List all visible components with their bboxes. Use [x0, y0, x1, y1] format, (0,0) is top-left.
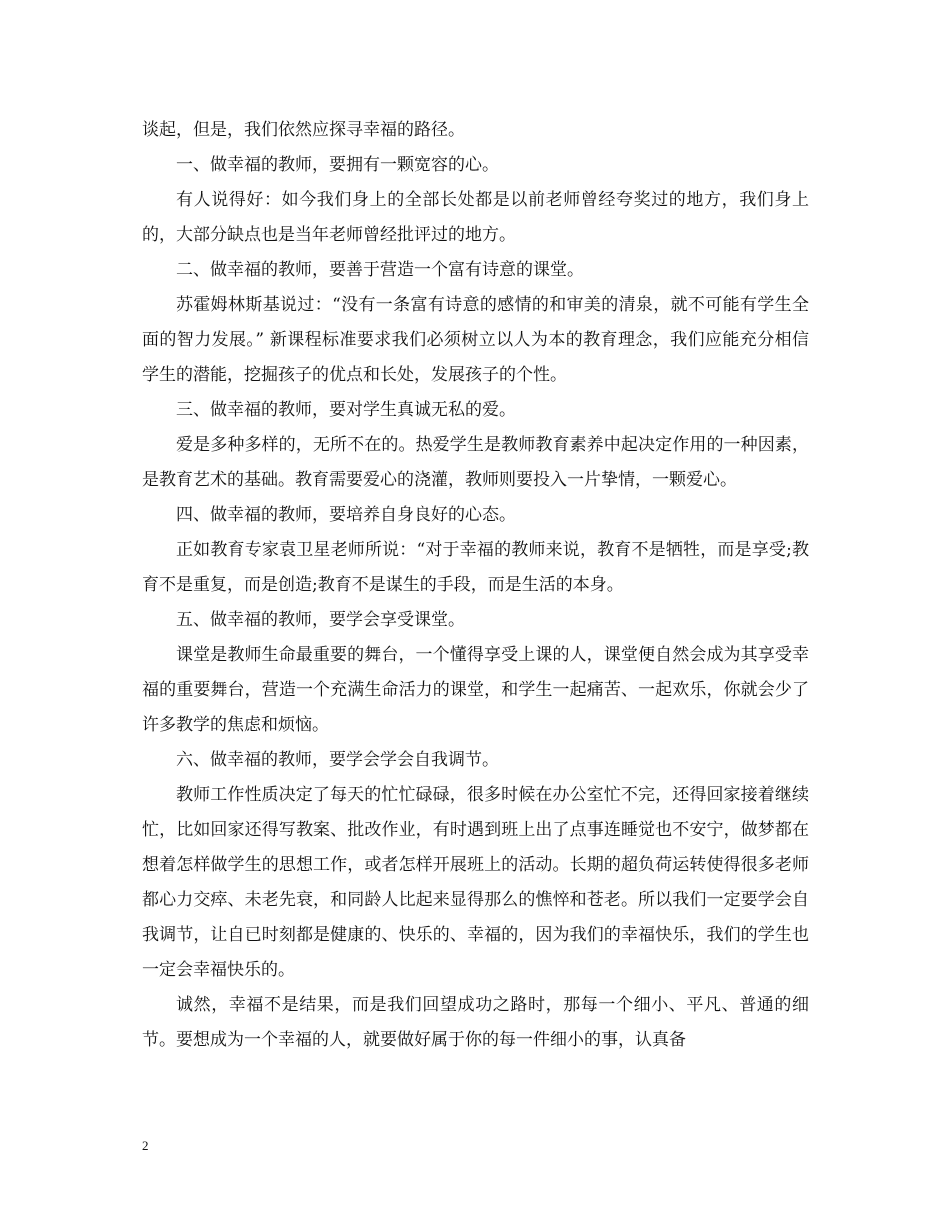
- paragraph-1: 谈起，但是，我们依然应探寻幸福的路径。: [142, 120, 465, 140]
- paragraph-2: 有人说得好：如今我们身上的全部长处都是以前老师曾经夸奖过的地方，我们身上的，大部分缺点也是当年老师曾经批评过的地方。: [142, 190, 809, 245]
- heading-3: 三、做幸福的教师，要对学生真诚无私的爱。: [176, 400, 516, 420]
- paragraph-5: 正如教育专家袁卫星老师所说：“对于幸福的教师来说，教育不是牺牲，而是享受;教育不是重复，而是创造;教育不是谋生的手段，而是生活的本身。: [142, 540, 809, 595]
- heading-1: 一、做幸福的教师，要拥有一颗宽容的心。: [176, 155, 499, 175]
- paragraph-3: 苏霍姆林斯基说过：“没有一条富有诗意的感情的和审美的清泉，就不可能有学生全面的智力发展。” 新课程标准要求我们必须树立以人为本的教育理念，我们应能充分相信学生的潜能，挖掘孩子的优点和长处，发展孩子的个性。: [142, 295, 809, 385]
- page-number: 2: [142, 1138, 149, 1153]
- heading-2: 二、做幸福的教师，要善于营造一个富有诗意的课堂。: [176, 260, 584, 280]
- heading-4: 四、做幸福的教师，要培养自身良好的心态。: [176, 505, 516, 525]
- paragraph-4: 爱是多种多样的，无所不在的。热爱学生是教师教育素养中起决定作用的一种因素，是教育艺术的基础。教育需要爱心的浇灌，教师则要投入一片挚情，一颗爱心。: [142, 435, 809, 490]
- paragraph-8: 诚然，幸福不是结果，而是我们回望成功之路时，那每一个细小、平凡、普通的细节。要想成为一个幸福的人，就要做好属于你的每一件细小的事，认真备: [142, 995, 809, 1050]
- heading-5: 五、做幸福的教师，要学会享受课堂。: [176, 610, 465, 630]
- document-body: [142, 113, 809, 1058]
- paragraph-6: 课堂是教师生命最重要的舞台，一个懂得享受上课的人，课堂便自然会成为其享受幸福的重要舞台，营造一个充满生命活力的课堂，和学生一起痛苦、一起欢乐，你就会少了许多教学的焦虑和烦恼。: [142, 645, 809, 735]
- paragraph-7: 教师工作性质决定了每天的忙忙碌碌，很多时候在办公室忙不完，还得回家接着继续忙，比如回家还得写教案、批改作业，有时遇到班上出了点事连睡觉也不安宁，做梦都在想着怎样做学生的思想工作，或者怎样开展班上的活动。长期的超负荷运转使得很多老师都心力交瘁、未老先衰，和同龄人比起来显得那么的憔悴和苍老。所以我们一定要学会自我调节，让自已时刻都是健康的、快乐的、幸福的，因为我们的幸福快乐，我们的学生也一定会幸福快乐的。: [142, 785, 809, 980]
- heading-6: 六、做幸福的教师，要学会学会自我调节。: [176, 750, 499, 770]
